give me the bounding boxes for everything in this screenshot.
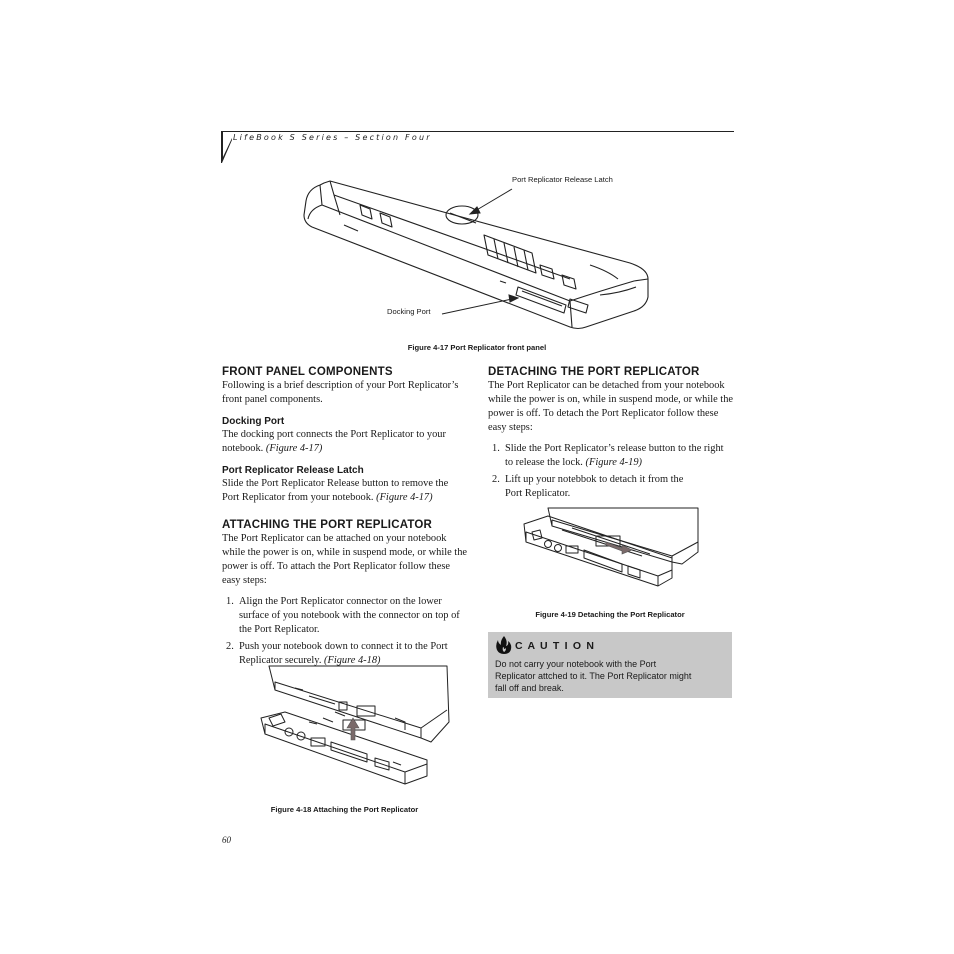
front-panel-heading: FRONT PANEL COMPONENTS xyxy=(222,366,393,378)
figure-19-caption: Figure 4-19 Detaching the Port Replicator xyxy=(535,610,685,619)
caution-box xyxy=(488,632,732,698)
detaching-intro: The Port Replicator can be detached from your notebook while the power is on, while in suspend mode, or while the power is off. To detach the Port Replicator follow these easy steps: xyxy=(488,380,734,433)
caution-text: Do not carry your notebook with the Port Replicator attched to it. The Port Replicator might fall off and break. xyxy=(495,659,692,693)
right-column xyxy=(488,366,734,501)
detaching-step-1: 1. Slide the Port Replicator’s release button to the right to release the lock. (Figure 4-19) xyxy=(492,443,724,468)
attaching-step-2: 2. Push your notebook down to connect it to the Port Replicator securely. (Figure 4-18) xyxy=(226,641,448,666)
release-latch-text: Slide the Port Replicator Release button to remove the Port Replicator from your notebook. (Figure 4-17) xyxy=(222,478,449,503)
callout-release-latch: Port Replicator Release Latch xyxy=(512,175,613,184)
port-replicator-front-illustration xyxy=(300,175,660,335)
attaching-intro: The Port Replicator can be attached on your notebook while the power is on, while in suspend mode, or while the power is off. To attach the Port Replicator follow these easy steps: xyxy=(222,533,468,586)
docking-port-text: The docking port connects the Port Replicator to your notebook. (Figure 4-17) xyxy=(222,429,446,454)
callout-docking-port: Docking Port xyxy=(387,307,431,316)
release-latch-ref: (Figure 4-17) xyxy=(376,492,433,503)
header-corner-mark xyxy=(221,131,233,163)
figure-18-caption: Figure 4-18 Attaching the Port Replicator xyxy=(270,805,419,814)
attaching-step-1: 1. Align the Port Replicator connector on the lower surface of you notebook with the connector on top of the Port Replicator. xyxy=(226,596,460,635)
header-rule xyxy=(222,131,734,132)
attaching-heading: ATTACHING THE PORT REPLICATOR xyxy=(222,519,433,531)
detaching-step-2: 2. Lift up your notebbok to detach it from the Port Replicator. xyxy=(492,474,684,499)
docking-port-ref: (Figure 4-17) xyxy=(265,443,323,454)
caution-title: C A U T I O N xyxy=(515,640,596,652)
attaching-illustration xyxy=(255,662,455,792)
left-column xyxy=(222,366,467,668)
caution-flame-icon xyxy=(495,635,513,655)
attaching-steps xyxy=(222,595,467,668)
docking-port-heading: Docking Port xyxy=(222,416,285,427)
page-number: 60 xyxy=(222,835,231,845)
detaching-illustration xyxy=(522,506,700,588)
header-title: LifeBook S Series – Section Four xyxy=(233,133,432,142)
detaching-steps xyxy=(488,442,734,501)
detaching-heading: DETACHING THE PORT REPLICATOR xyxy=(488,366,700,378)
release-latch-heading: Port Replicator Release Latch xyxy=(222,465,364,476)
front-panel-intro: Following is a brief description of your Port Replicator’s front panel components. xyxy=(222,380,459,405)
figure-17-caption: Figure 4-17 Port Replicator front panel xyxy=(407,343,547,352)
